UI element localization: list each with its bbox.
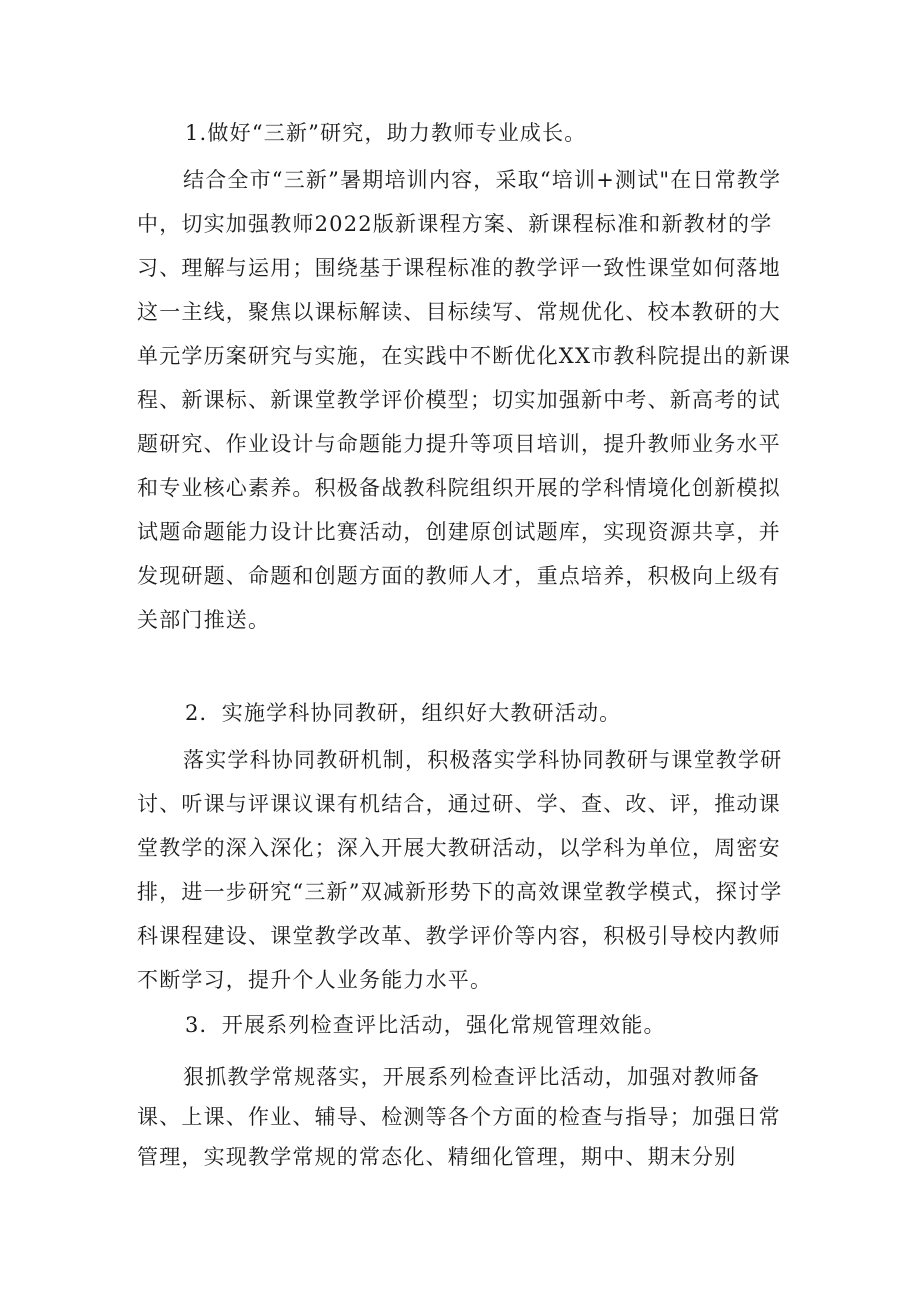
section-heading-2: 2．实施学科协同教研，组织好大教研活动。: [185, 701, 622, 725]
section-heading-1: 1.做好“三新”研究，助力教师专业成长。: [185, 121, 587, 145]
section-paragraph-3: 狠抓教学常规落实，开展系列检查评比活动，加强对教师备课、上课、作业、辅导、检测等各个方面的检查与指导；加强日常管理，实现教学常规的常态化、精细化管理，期中、期末分别: [137, 1065, 781, 1169]
section-paragraph-1: 结合全市“三新”暑期培训内容，采取“培训+测试"在日常教学中，切实加强教师2022版新课程方案、新课程标准和新教材的学习、理解与运用；围绕基于课程标准的教学评一致性课堂如何落地这一主线，聚焦以课标解读、目标续写、常规优化、校本教研的大单元学历案研究与实施，在实践中不断优化XX市教科院提出的新课程、新课标、新课堂教学评价模型；切实加强新中考、新高考的试题研究、作业设计与命题能力提升等项目培训，提升教师业务水平和专业核心素养。积极备战教科院组织开展的学科情境化创新模拟试题命题能力设计比赛活动，创建原创试题库，实现资源共享，并发现研题、命题和创题方面的教师人才，重点培养，积极向上级有关部门推送。: [137, 168, 791, 632]
section-heading-3: 3．开展系列检查评比活动，强化常规管理效能。: [185, 1013, 666, 1037]
section-paragraph-2: 落实学科协同教研机制，积极落实学科协同教研与课堂教学研讨、听课与评课议课有机结合，通过研、学、查、改、评，推动课堂教学的深入深化；深入开展大教研活动，以学科为单位，周密安排，进一步研究“三新”双减新形势下的高效课堂教学模式，探讨学科课程建设、课堂教学改革、教学评价等内容，积极引导校内教师不断学习，提升个人业务能力水平。: [137, 748, 783, 992]
